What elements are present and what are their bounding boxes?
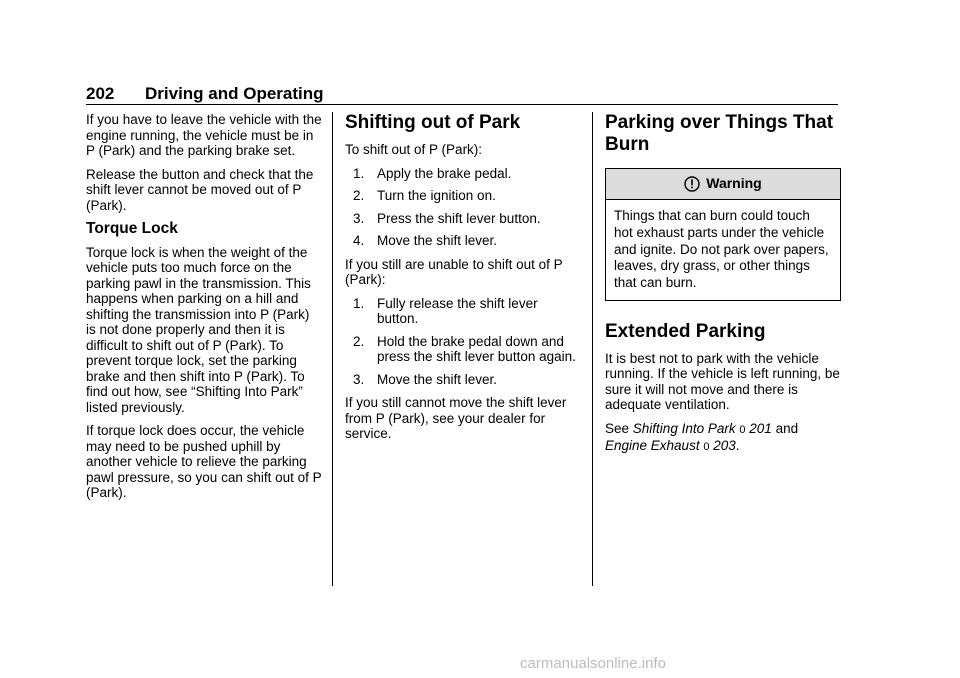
- paragraph-still-unable: If you still are unable to shift out of P (Park):: [345, 256, 563, 287]
- list-item: 3. Move the shift lever.: [353, 371, 498, 387]
- heading-shifting-out-of-park: Shifting out of Park: [345, 112, 521, 133]
- section-title: Driving and Operating: [145, 84, 324, 103]
- page-arrow-icon: 0: [739, 423, 746, 436]
- paragraph-extended-parking: It is best not to park with the vehicle running. If the vehicle is left running, be sure it will not move and there is adequate ventilation.: [605, 350, 840, 413]
- heading-parking-over-burn: Parking over Things That Burn: [605, 112, 834, 155]
- steps-list-2: [345, 296, 581, 388]
- list-item: 1. Apply the brake pedal.: [353, 165, 512, 181]
- paragraph-torque-occurs: If torque lock does occur, the vehicle may need to be pushed uphill by another vehicle to relieve the parking pawl pressure, so you can shift out of P (Park).: [86, 423, 322, 500]
- list-item: 2. Hold the brake pedal down and press the shift lever button again.: [353, 333, 576, 364]
- list-item: 1. Fully release the shift lever button.: [353, 295, 538, 326]
- warning-text: Things that can burn could touch hot exhaust parts under the vehicle and ignite. Do not park over papers, leaves, dry grass, or other things that can burn.: [614, 208, 829, 291]
- paragraph-torque-lock: Torque lock is when the weight of the vehicle puts too much force on the parking pawl in the transmission. This happens when parking on a hill and shifting the transmission into P (Park) is not done properly and then it is difficult to shift out of P (Park). To prevent torque lock, set the parking brake and then shift into P (Park). To find out how, see “Shifting Into Park” listed previously.: [86, 244, 311, 415]
- list-item: 4. Move the shift lever.: [353, 233, 498, 248]
- link-engine-exhaust[interactable]: Engine Exhaust: [605, 438, 700, 454]
- warning-circle-icon: [684, 176, 700, 192]
- list-item: 3. Press the shift lever button.: [353, 210, 541, 226]
- page-arrow-icon: 0: [703, 441, 710, 454]
- paragraph-shift-intro: To shift out of P (Park):: [345, 142, 483, 157]
- paragraph-see-dealer: If you still cannot move the shift lever from P (Park), see your dealer for service.: [345, 395, 567, 441]
- link-page-201[interactable]: 201: [749, 420, 772, 436]
- warning-label: Warning: [706, 175, 762, 192]
- warning-header: [606, 169, 840, 200]
- steps-list: [345, 166, 581, 249]
- column-divider-2: [592, 112, 593, 586]
- column-3: [605, 112, 841, 464]
- paragraph-see-references: See Shifting Into Park 0 201 and Engine Exhaust 0 203.: [605, 420, 799, 454]
- paragraph-leave-running: If you have to leave the vehicle with the engine running, the vehicle must be in P (Park) and the parking brake set.: [86, 112, 322, 158]
- column-divider-1: [332, 112, 333, 586]
- link-shifting-into-park[interactable]: Shifting Into Park: [632, 420, 736, 436]
- link-page-203[interactable]: 203: [713, 438, 736, 454]
- column-2: [345, 112, 581, 450]
- watermark: carmanualsonline.info: [520, 655, 666, 672]
- list-item: 2. Turn the ignition on.: [353, 188, 496, 203]
- page-header: [86, 84, 838, 105]
- paragraph-release-button: Release the button and check that the shift lever cannot be moved out of P (Park).: [86, 166, 314, 213]
- column-1: [86, 112, 322, 509]
- heading-extended-parking: Extended Parking: [605, 320, 766, 342]
- heading-torque-lock: Torque Lock: [86, 220, 178, 237]
- page-number: 202: [86, 84, 115, 103]
- warning-box: [605, 168, 841, 301]
